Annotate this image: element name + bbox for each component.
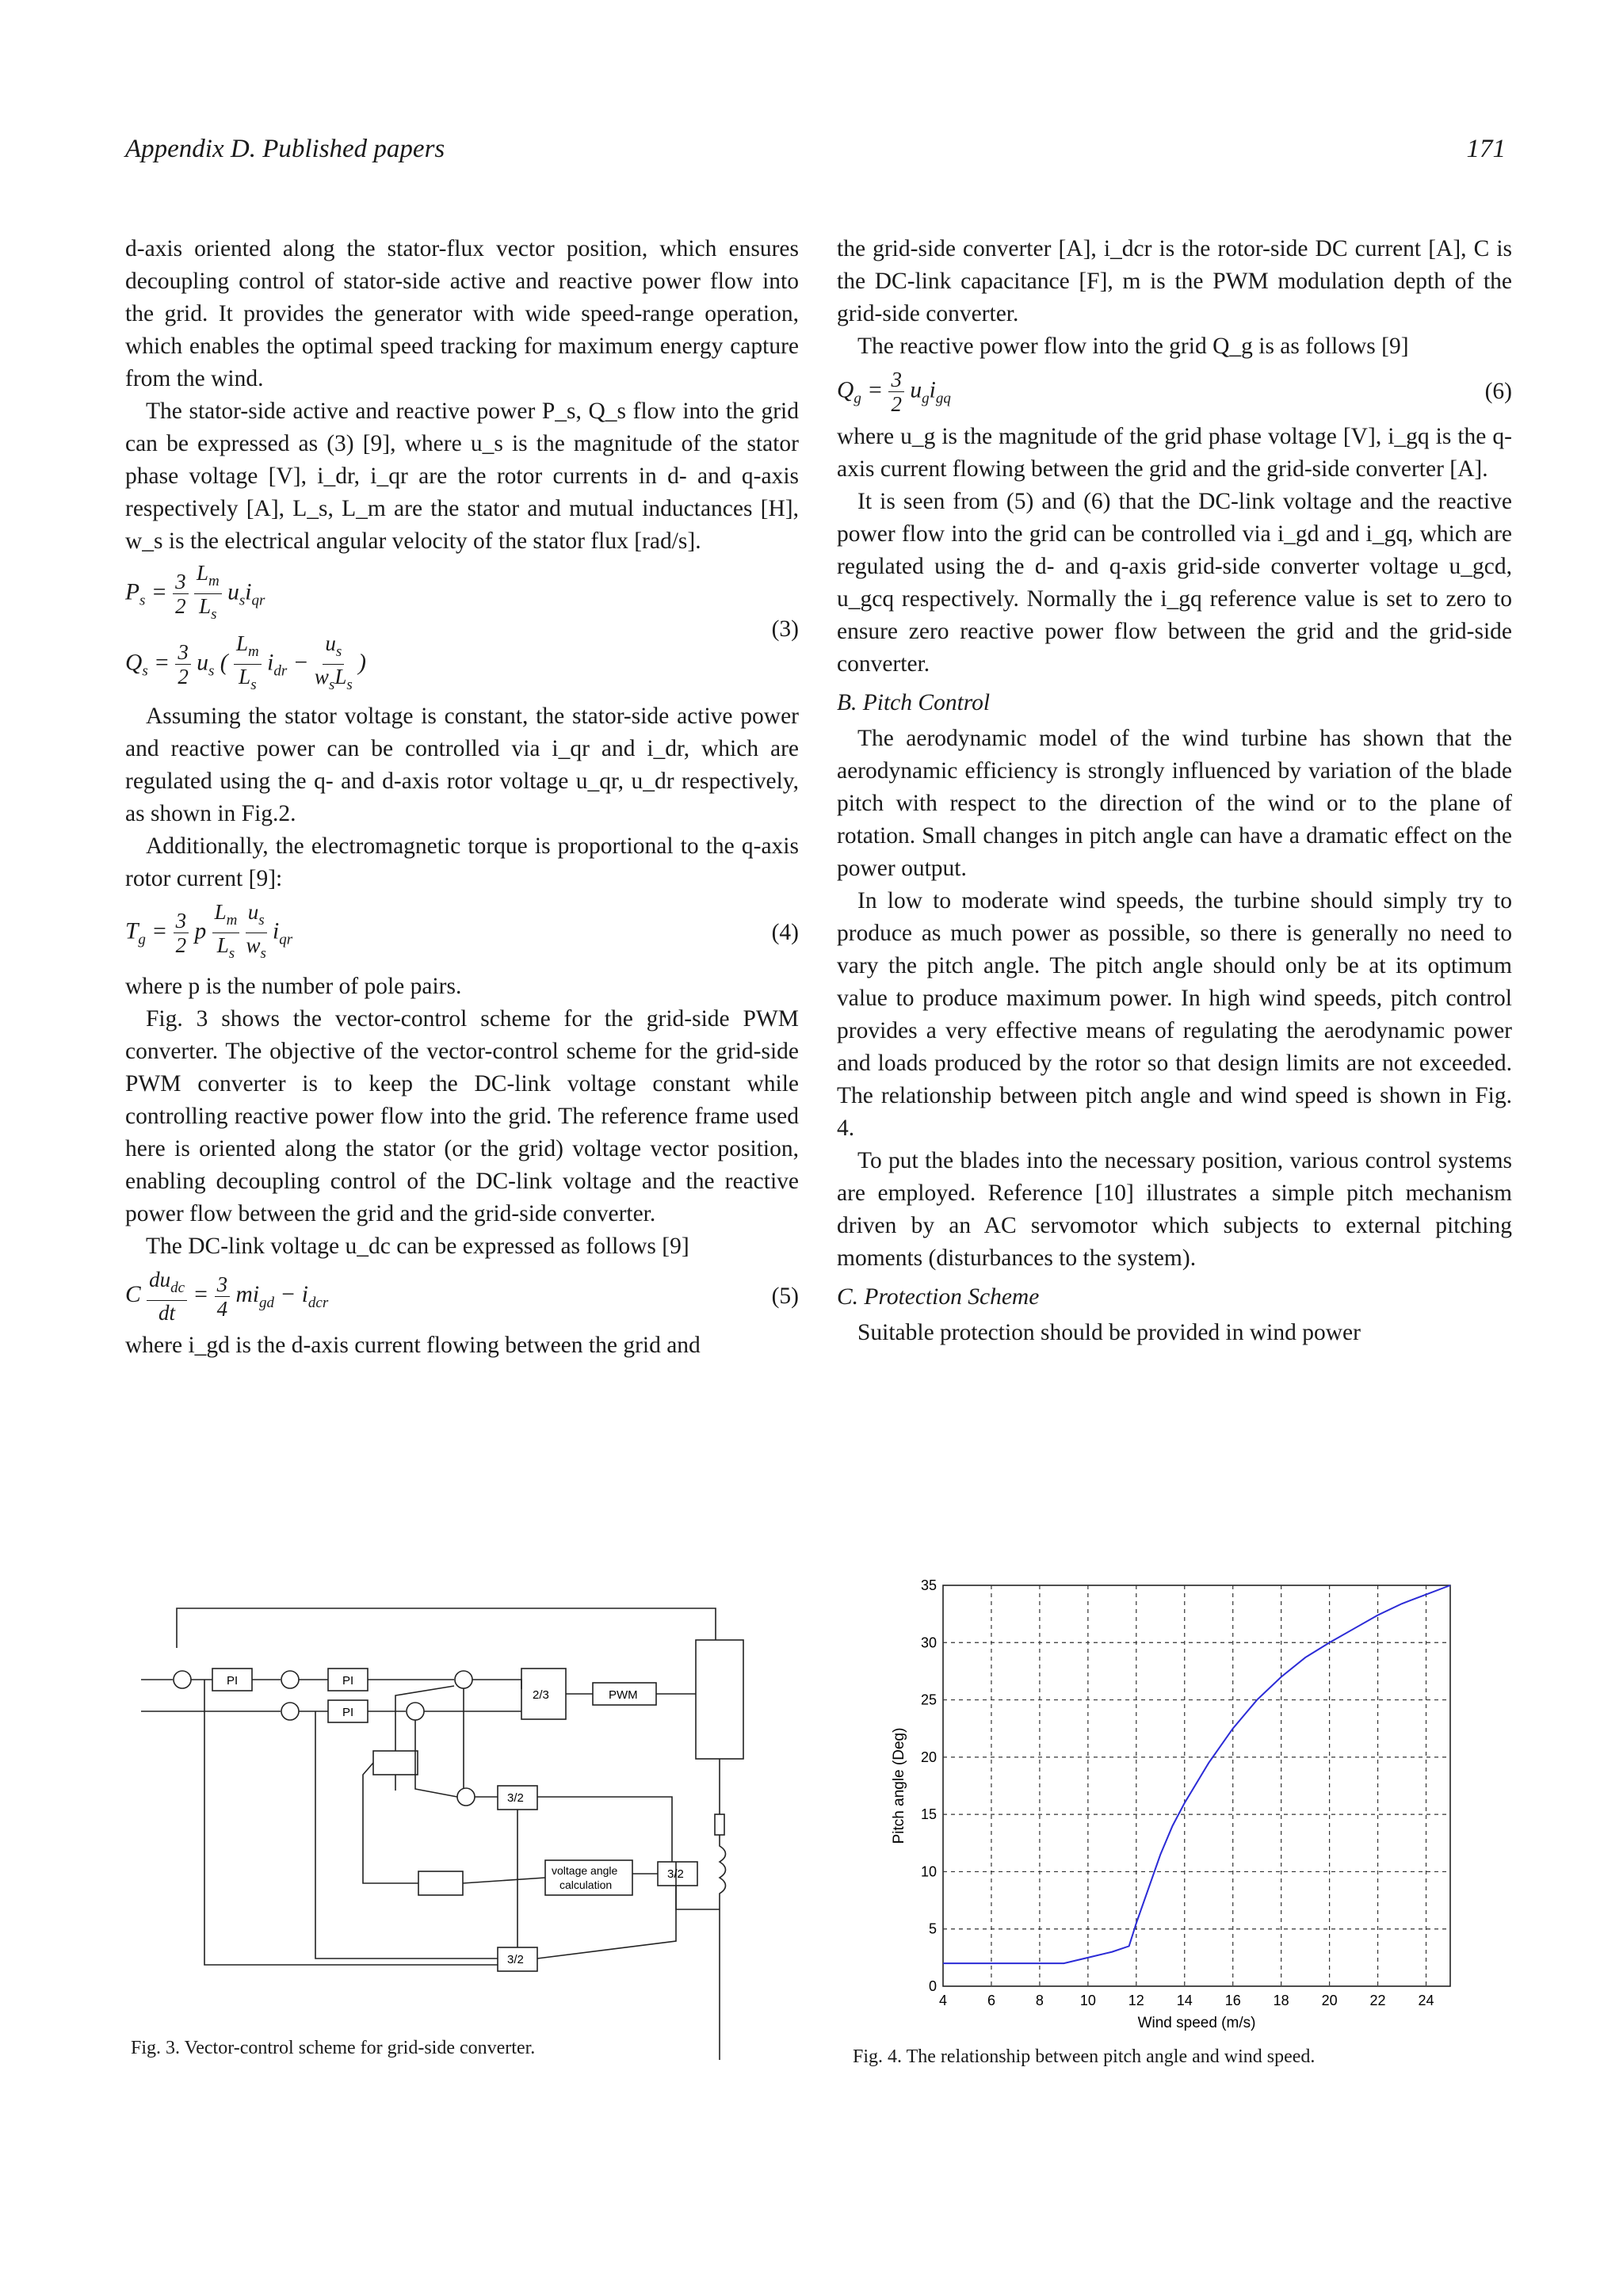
right-column [837, 233, 1512, 1349]
pi-block-label: PI [342, 1706, 354, 1719]
section-heading: C. Protection Scheme [837, 1284, 1040, 1310]
x-tick-label: 18 [1273, 1993, 1289, 2008]
page-number: 171 [1466, 135, 1506, 163]
paragraph: d-axis oriented along the stator-flux vector position, which ensures decoupling control of stator-side active and reactive power flow into the grid. It provides the generator with wide speed-range operation, which enables the optimal speed tracking for maximum energy capture from the wind. [125, 236, 799, 391]
paragraph: where u_g is the magnitude of the grid phase voltage [V], i_gq is the q-axis current flowing between the grid and the grid-side converter [A]. [837, 424, 1512, 482]
y-tick-label: 30 [920, 1634, 937, 1651]
paragraph: To put the blades into the necessary position, various control systems are employed. Reference [10] illustrates a simple pitch mechanism driven by an AC servomotor which subjects to external pitching moments (disturbances to the system). [837, 1148, 1512, 1271]
paragraph: the grid-side converter [A], i_dcr is the rotor-side DC current [A], C is the DC-link capacitance [F], m is the PWM modulation depth of the grid-side converter. [837, 236, 1512, 326]
x-tick-label: 8 [1035, 1993, 1044, 2008]
voltage-angle-label: voltage angle [552, 1864, 618, 1877]
section-heading: B. Pitch Control [837, 690, 991, 715]
x-tick-label: 14 [1176, 1993, 1193, 2008]
y-tick-label: 25 [920, 1691, 937, 1708]
equation-number: (6) [1484, 379, 1512, 404]
equation-number: (4) [771, 920, 799, 945]
y-tick-label: 35 [920, 1577, 937, 1593]
pwm-block-label: PWM [609, 1688, 638, 1702]
pi-block-label: PI [342, 1674, 354, 1688]
paragraph: Suitable protection should be provided in wind power [857, 1320, 1361, 1345]
pi-block-label: PI [227, 1674, 239, 1688]
paragraph: where p is the number of pole pairs. [125, 974, 462, 999]
paragraph: Fig. 3 shows the vector-control scheme for the grid-side PWM converter. The objective of the vector-control scheme for the grid-side PWM converter is to keep the DC-link voltage constant while controlling reactive power flow into the grid. The reference frame used here is oriented along the stator (or the grid) voltage vector position, enabling decoupling control of the DC-link voltage and the reactive power flow between the grid and the grid-side converter. [125, 1006, 799, 1226]
two-three-block-label: 2/3 [533, 1688, 549, 1702]
y-tick-label: 15 [920, 1806, 937, 1823]
paragraph: It is seen from (5) and (6) that the DC-link voltage and the reactive power flow into the grid can be controlled via i_gd and i_gq, which are regulated using the d- and q-axis grid-side converter voltage u_gcd, u_gcq respectively. Normally the i_gq reference value is set to zero to ensure zero reactive power flow between the grid and the grid-side converter. [837, 489, 1512, 677]
running-header: Appendix D. Published papers [125, 135, 445, 163]
equation-number: (3) [771, 616, 799, 642]
equation-number: (5) [771, 1283, 799, 1309]
vector-control-diagram [125, 1592, 807, 2060]
y-tick-label: 0 [928, 1978, 937, 1994]
x-tick-label: 10 [1079, 1993, 1096, 2008]
three-two-block-label: 3/2 [667, 1867, 684, 1881]
y-tick-label: 20 [920, 1749, 937, 1765]
x-tick-label: 6 [987, 1993, 995, 2008]
three-two-block-label: 3/2 [507, 1791, 524, 1805]
x-axis-label: Wind speed (m/s) [1137, 2015, 1256, 2031]
equation-4: $T_g$ = $\frac{3}{2}$ p $\frac{L_m}{L_s}$ $\frac{u_s}{w_s}$ $i_{qr}$ (4) [125, 900, 799, 962]
three-two-block-label: 3/2 [507, 1953, 524, 1966]
calculation-label: calculation [559, 1878, 613, 1891]
paragraph: In low to moderate wind speeds, the turbine should simply try to produce as much power as possible, so there is generally no need to vary the pitch angle. The pitch angle should only be at its optimum value to produce maximum power. In high wind speeds, pitch control provides a very effective means of regulating the aerodynamic power and loads produced by the rotor so that design limits are not exceeded. The relationship between pitch angle and wind speed is shown in Fig. 4. [837, 888, 1512, 1141]
paragraph: The DC-link voltage u_dc can be expressed as follows [9] [146, 1234, 689, 1259]
figure-3-caption: Fig. 3. Vector-control scheme for grid-side converter. [131, 2038, 536, 2058]
x-tick-label: 24 [1418, 1993, 1434, 2008]
paragraph: Assuming the stator voltage is constant, the stator-side active power and reactive power can be controlled via i_qr and i_dr, which are regulated using the q- and d-axis rotor voltage u_qr, u_dr respectively, as shown in Fig.2. [125, 704, 799, 826]
x-tick-label: 12 [1128, 1993, 1144, 2008]
x-tick-label: 16 [1224, 1993, 1241, 2008]
left-column [125, 233, 799, 1362]
paragraph: Additionally, the electromagnetic torque is proportional to the q-axis rotor current [9]: [125, 833, 799, 891]
paragraph: where i_gd is the d-axis current flowing between the grid and [125, 1333, 701, 1358]
paragraph: The stator-side active and reactive power P_s, Q_s flow into the grid can be expressed as (3) [9], where u_s is the magnitude of the stator phase voltage [V], i_dr, i_qr are the rotor currents in d- and q-axis respectively [A], L_s, L_m are the stator and mutual inductances [H], w_s is the electrical angular velocity of the stator flux [rad/s]. [125, 399, 799, 554]
plot-area [943, 1585, 1450, 1986]
x-tick-label: 22 [1369, 1993, 1386, 2008]
y-tick-label: 10 [920, 1863, 937, 1880]
paragraph: The reactive power flow into the grid Q_g is as follows [9] [857, 334, 1409, 359]
equation-5: C $\frac{du_{dc}}{dt}$ = $\frac{3}{4}$ $mi_{gd} - i_{dcr}$ (5) [125, 1268, 799, 1325]
equation-6: $Q_g$ = $\frac{3}{2}$ $u_gi_{gq}$ (6) [837, 368, 1512, 416]
pitch-angle-chart [880, 1565, 1498, 2040]
y-tick-label: 5 [928, 1920, 937, 1937]
paragraph: The aerodynamic model of the wind turbine has shown that the aerodynamic efficiency is strongly influenced by variation of the blade pitch with respect to the direction of the wind or to the plane of rotation. Small changes in pitch angle can have a dramatic effect on the power output. [837, 726, 1512, 881]
x-tick-label: 4 [938, 1993, 948, 2008]
equation-3: $P_s$ = $\frac{3}{2}$ $\frac{L_m}{L_s}$ $u_si_{qr}$ $Q_s$ = $\frac{3}{2}$ $u_s$ ( $\frac{L_m}{L_s}$ $i_{dr}$ − $\frac{u_s}{w_sL_s}$ ) (3) [125, 561, 799, 693]
y-axis-label: Pitch angle (Deg) [891, 1727, 907, 1844]
x-tick-label: 20 [1321, 1993, 1338, 2008]
figure-4-caption: Fig. 4. The relationship between pitch angle and wind speed. [853, 2046, 1316, 2067]
